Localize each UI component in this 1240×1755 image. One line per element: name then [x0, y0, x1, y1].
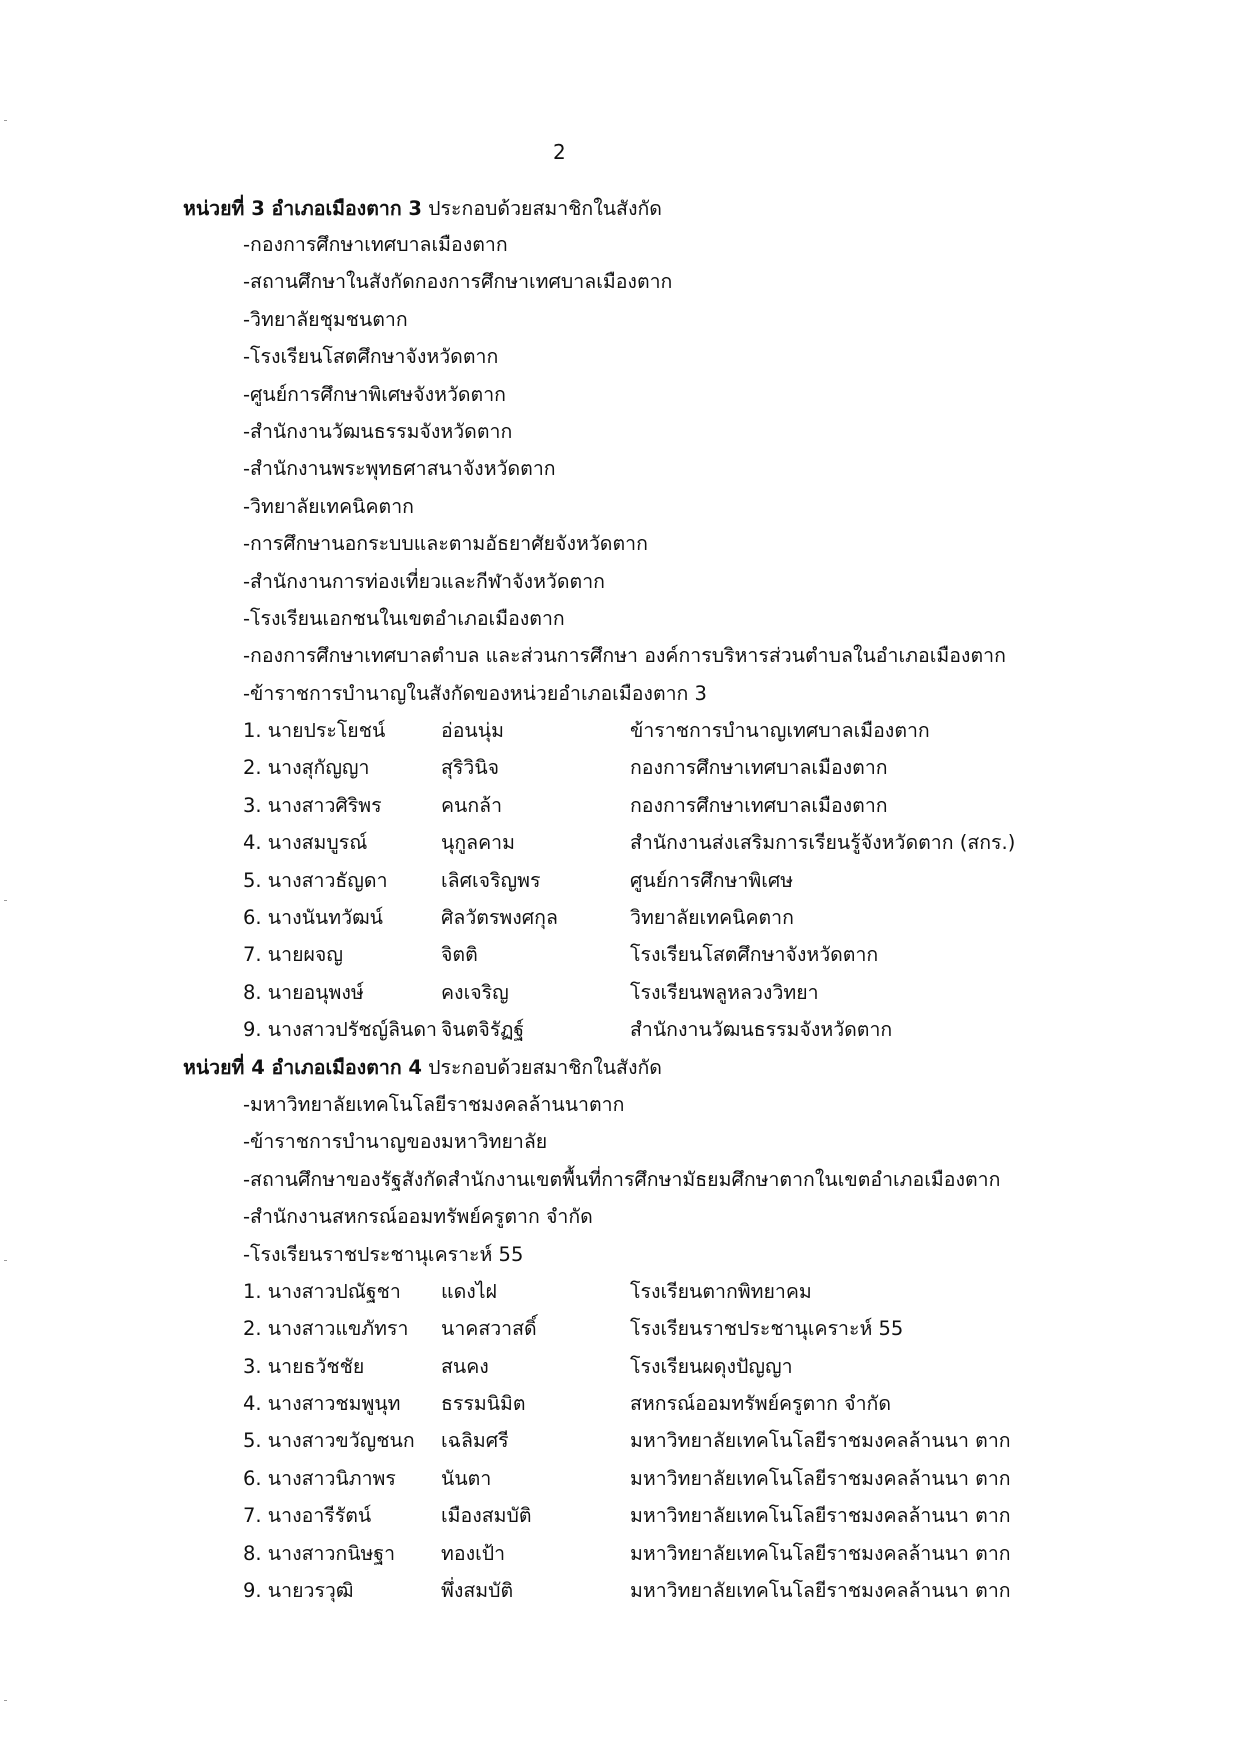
list-item: -ข้าราชการบำนาญในสังกัดของหน่วยอำเภอเมืองตาก 3: [243, 682, 707, 705]
member-surname: นันตา: [441, 1467, 492, 1490]
member-row: [243, 715, 1143, 745]
list-item: -ศูนย์การศึกษาพิเศษจังหวัดตาก: [243, 383, 506, 406]
member-name: 7. นายผจญ: [243, 943, 343, 966]
scan-margin-mark: [4, 1260, 7, 1261]
section-heading-unit-4: [183, 1052, 662, 1083]
member-name: 2. นางสุกัญญา: [243, 756, 370, 779]
member-org: มหาวิทยาลัยเทคโนโลยีราชมงคลล้านนา ตาก: [630, 1579, 1011, 1602]
member-row: [243, 902, 1143, 932]
member-org: โรงเรียนราชประชานุเคราะห์ 55: [630, 1317, 904, 1340]
member-surname: จินตจิรัฏฐ์: [441, 1018, 525, 1041]
member-org: โรงเรียนพลูหลวงวิทยา: [630, 981, 819, 1004]
list-item: -สถานศึกษาในสังกัดกองการศึกษาเทศบาลเมืองตาก: [243, 270, 673, 293]
member-row: [243, 1388, 1143, 1418]
member-org: สำนักงานวัฒนธรรมจังหวัดตาก: [630, 1018, 893, 1041]
member-row: [243, 865, 1143, 895]
member-org: โรงเรียนผดุงปัญญา: [630, 1355, 793, 1378]
member-name: 4. นางสมบูรณ์: [243, 831, 368, 854]
member-surname: เลิศเจริญพร: [441, 869, 541, 892]
member-org: โรงเรียนตากพิทยาคม: [630, 1280, 812, 1303]
member-name: 1. นางสาวปณัฐชา: [243, 1280, 401, 1303]
member-org: มหาวิทยาลัยเทคโนโลยีราชมงคลล้านนา ตาก: [630, 1504, 1011, 1527]
member-org: วิทยาลัยเทคนิคตาก: [630, 906, 794, 929]
member-row: [243, 1313, 1143, 1343]
member-org: มหาวิทยาลัยเทคโนโลยีราชมงคลล้านนา ตาก: [630, 1467, 1011, 1490]
member-row: [243, 1575, 1143, 1605]
member-surname: แดงไฝ: [441, 1280, 497, 1303]
member-surname: ทองเป้า: [441, 1542, 506, 1565]
list-item: -มหาวิทยาลัยเทคโนโลยีราชมงคลล้านนาตาก: [243, 1093, 625, 1116]
member-row: [243, 1538, 1143, 1568]
member-surname: พึ่งสมบัติ: [441, 1579, 514, 1602]
member-surname: สนคง: [441, 1355, 489, 1378]
member-row: [243, 1500, 1143, 1530]
member-name: 5. นางสาวขวัญชนก: [243, 1429, 415, 1452]
member-row: [243, 790, 1143, 820]
member-org: ศูนย์การศึกษาพิเศษ: [630, 869, 794, 892]
member-name: 2. นางสาวแขภัทรา: [243, 1317, 409, 1340]
member-surname: เมืองสมบัติ: [441, 1504, 532, 1527]
list-item: -การศึกษานอกระบบและตามอัธยาศัยจังหวัดตาก: [243, 532, 648, 555]
member-row: [243, 1425, 1143, 1455]
member-row: [243, 1276, 1143, 1306]
member-surname: สุริวินิจ: [441, 756, 500, 779]
member-row: [243, 752, 1143, 782]
member-org: สำนักงานส่งเสริมการเรียนรู้จังหวัดตาก (สกร.): [630, 831, 1016, 854]
member-surname: นุกูลคาม: [441, 831, 515, 854]
list-item: -โรงเรียนราชประชานุเคราะห์ 55: [243, 1243, 524, 1266]
member-row: [243, 1351, 1143, 1381]
list-item: -กองการศึกษาเทศบาลเมืองตาก: [243, 233, 508, 256]
list-item: -สำนักงานการท่องเที่ยวและกีฬาจังหวัดตาก: [243, 570, 605, 593]
member-name: 3. นายธวัชชัย: [243, 1355, 365, 1378]
member-org: โรงเรียนโสตศึกษาจังหวัดตาก: [630, 943, 879, 966]
list-item: -สถานศึกษาของรัฐสังกัดสำนักงานเขตพื้นที่การศึกษามัธยมศึกษาตากในเขตอำเภอเมืองตาก: [243, 1168, 1001, 1191]
member-row: [243, 1014, 1143, 1044]
list-item: -โรงเรียนโสตศึกษาจังหวัดตาก: [243, 345, 499, 368]
section-heading-rest: ประกอบด้วยสมาชิกในสังกัด: [421, 197, 662, 220]
member-name: 8. นางสาวกนิษฐา: [243, 1542, 396, 1565]
list-item: -ข้าราชการบำนาญของมหาวิทยาลัย: [243, 1130, 548, 1153]
list-item: -สำนักงานสหกรณ์ออมทรัพย์ครูตาก จำกัด: [243, 1205, 593, 1228]
member-name: 4. นางสาวชมพูนุท: [243, 1392, 401, 1415]
member-org: ข้าราชการบำนาญเทศบาลเมืองตาก: [630, 719, 930, 742]
scan-margin-mark: [4, 900, 7, 901]
member-surname: ธรรมนิมิต: [441, 1392, 526, 1415]
member-row: [243, 939, 1143, 969]
list-item: -กองการศึกษาเทศบาลตำบล และส่วนการศึกษา องค์การบริหารส่วนตำบลในอำเภอเมืองตาก: [243, 644, 1006, 667]
member-name: 9. นายวรวุฒิ: [243, 1579, 354, 1602]
section-heading-unit-3: [183, 193, 662, 224]
member-org: กองการศึกษาเทศบาลเมืองตาก: [630, 794, 888, 817]
member-name: 1. นายประโยชน์: [243, 719, 386, 742]
member-name: 7. นางอารีรัตน์: [243, 1504, 372, 1527]
section-heading-bold: หน่วยที่ 3 อำเภอเมืองตาก 3: [183, 197, 422, 220]
member-row: [243, 1463, 1143, 1493]
member-org: สหกรณ์ออมทรัพย์ครูตาก จำกัด: [630, 1392, 891, 1415]
member-name: 8. นายอนุพงษ์: [243, 981, 364, 1004]
list-item: -สำนักงานวัฒนธรรมจังหวัดตาก: [243, 420, 513, 443]
member-name: 9. นางสาวปรัชญ์ลินดา: [243, 1018, 438, 1041]
scan-margin-mark: [4, 120, 7, 121]
list-item: -สำนักงานพระพุทธศาสนาจังหวัดตาก: [243, 457, 556, 480]
list-item: -วิทยาลัยเทคนิคตาก: [243, 495, 414, 518]
member-org: กองการศึกษาเทศบาลเมืองตาก: [630, 756, 888, 779]
member-row: [243, 977, 1143, 1007]
member-name: 6. นางนันทวัฒน์: [243, 906, 384, 929]
member-surname: อ่อนนุ่ม: [441, 719, 504, 742]
member-surname: นาคสวาสดิ์: [441, 1317, 537, 1340]
scan-margin-mark: [4, 1700, 7, 1701]
page-number: 2: [553, 140, 566, 164]
section-heading-bold: หน่วยที่ 4 อำเภอเมืองตาก 4: [183, 1056, 422, 1079]
member-row: [243, 827, 1143, 857]
member-surname: คงเจริญ: [441, 981, 509, 1004]
section-heading-rest: ประกอบด้วยสมาชิกในสังกัด: [421, 1056, 662, 1079]
member-name: 6. นางสาวนิภาพร: [243, 1467, 396, 1490]
list-item: -วิทยาลัยชุมชนตาก: [243, 308, 408, 331]
member-surname: เฉลิมศรี: [441, 1429, 509, 1452]
member-name: 5. นางสาวธัญดา: [243, 869, 388, 892]
member-org: มหาวิทยาลัยเทคโนโลยีราชมงคลล้านนา ตาก: [630, 1429, 1011, 1452]
member-surname: จิตติ: [441, 943, 478, 966]
list-item: -โรงเรียนเอกชนในเขตอำเภอเมืองตาก: [243, 607, 565, 630]
member-org: มหาวิทยาลัยเทคโนโลยีราชมงคลล้านนา ตาก: [630, 1542, 1011, 1565]
member-surname: คนกล้า: [441, 794, 503, 817]
member-surname: ศิลวัตรพงศกุล: [441, 906, 558, 929]
member-name: 3. นางสาวศิริพร: [243, 794, 382, 817]
